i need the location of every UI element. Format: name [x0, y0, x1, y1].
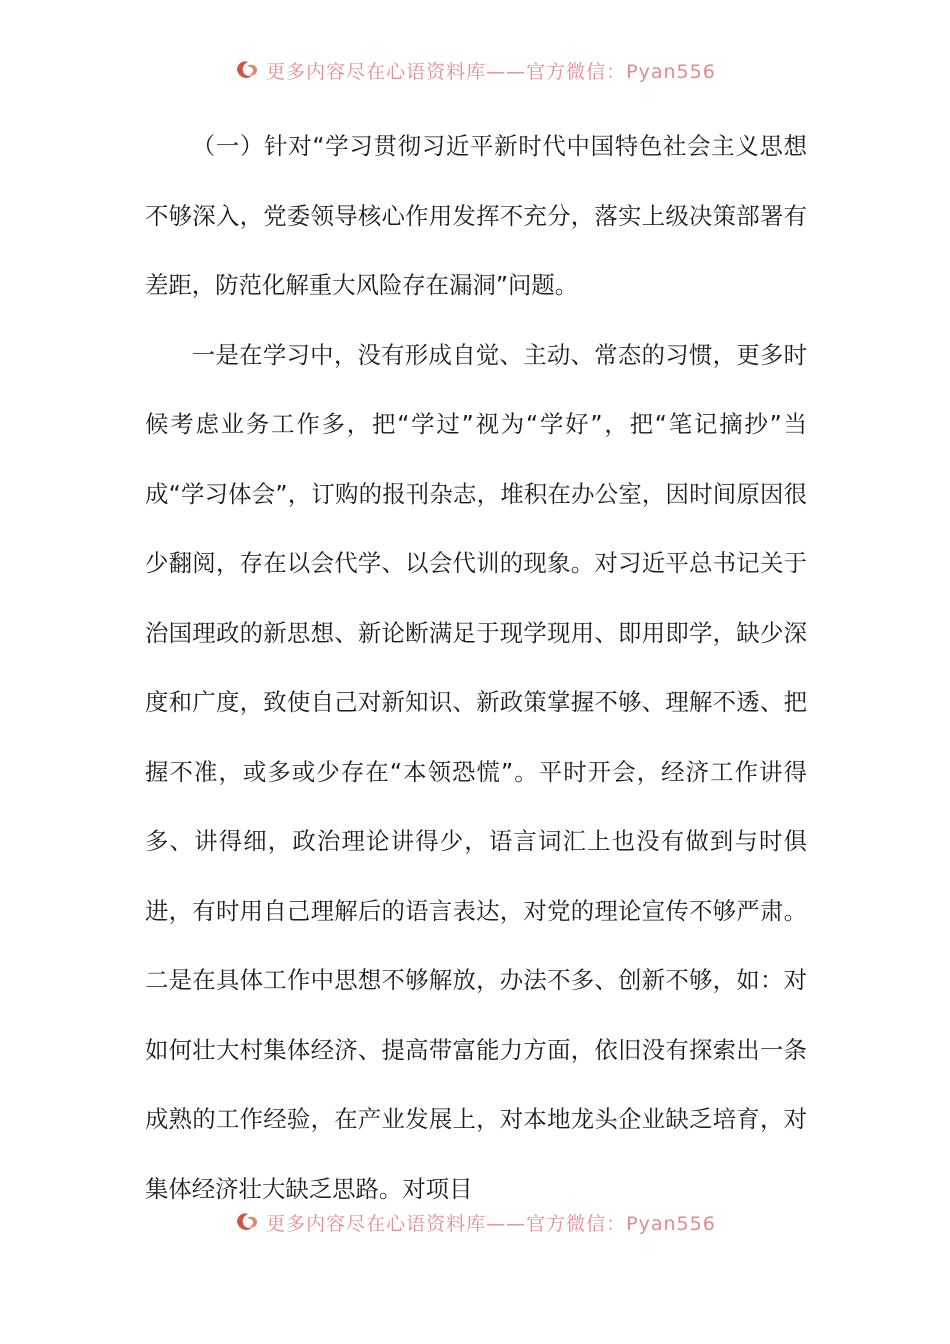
- body-paragraph: 一是在学习中，没有形成自觉、主动、常态的习惯，更多时候考虑业务工作多，把“学过”视为“学好”，把“笔记摘抄”当成“学习体会”，订购的报刊杂志，堆积在办公室，因时间原因很少翻阅，存在以会代学、以会代训的现象。对习近平总书记关于治国理政的新思想、新论断满足于现学现用、即用即学，缺少深度和广度，致使自己对新知识、新政策掌握不够、理解不透、把握不准，或多或少存在“本领恐慌”。平时开会，经济工作讲得多、讲得细，政治理论讲得少，语言词汇上也没有做到与时俱进，有时用自己理解后的语言表达，对党的理论宣传不够严肃。二是在具体工作中思想不够解放，办法不多、创新不够，如：对如何壮大村集体经济、提高带富能力方面，依旧没有探索出一条成熟的工作经验，在产业发展上，对本地龙头企业缺乏培育，对集体经济壮大缺乏思路。对项目: [145, 340, 807, 1203]
- logo-icon: [234, 58, 260, 82]
- heading-paragraph: （一）针对“学习贯彻习近平新时代中国特色社会主义思想不够深入，党委领导核心作用发挥不充分，落实上级决策部署有差距，防范化解重大风险存在漏洞”问题。: [145, 132, 807, 299]
- logo-icon: [234, 1210, 260, 1234]
- watermark-header: [0, 50, 950, 90]
- document-body: [145, 112, 807, 1224]
- watermark-text: 更多内容尽在心语资料库——官方微信：Pyan556: [266, 60, 716, 83]
- watermark-text: 更多内容尽在心语资料库——官方微信：Pyan556: [266, 1212, 716, 1235]
- watermark-footer: [0, 1202, 950, 1242]
